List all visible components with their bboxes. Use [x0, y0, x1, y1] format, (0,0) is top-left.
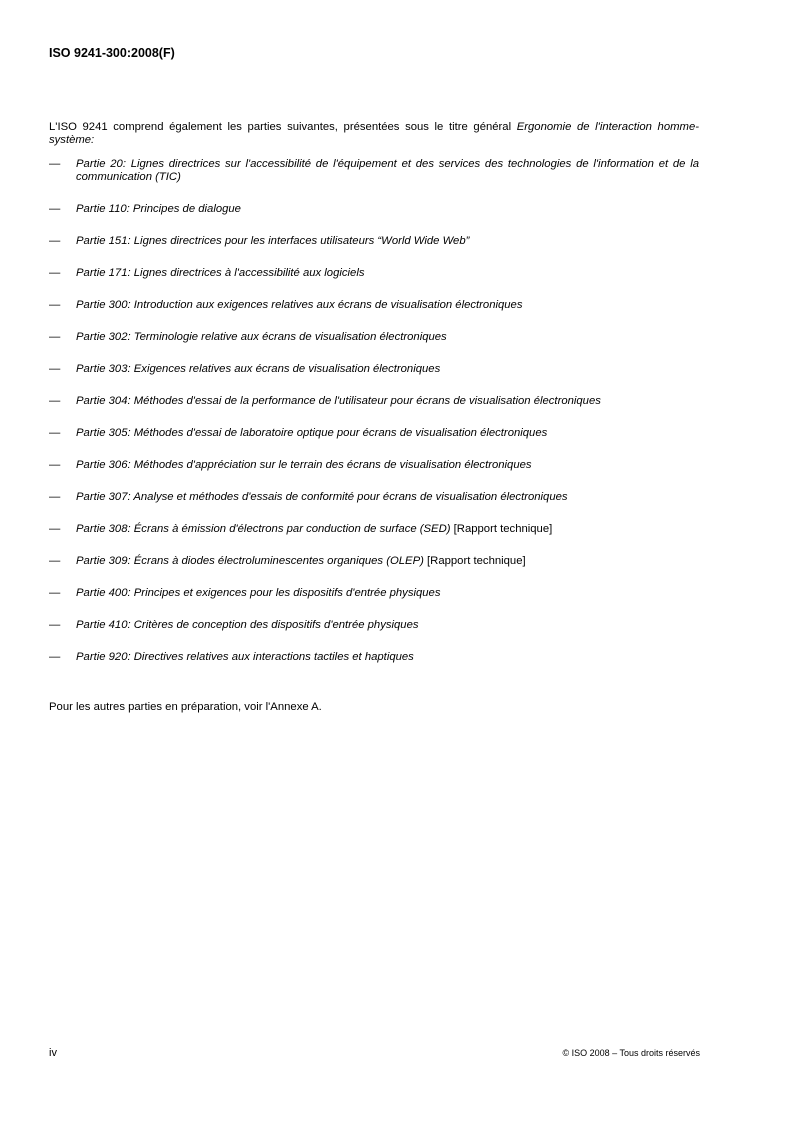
list-item — [49, 587, 699, 600]
part-type-note: [Rapport technique] — [450, 523, 553, 535]
document-id: ISO 9241-300:2008(F) — [49, 46, 175, 60]
list-item — [49, 427, 699, 440]
intro-paragraph — [49, 121, 699, 147]
list-item — [49, 555, 699, 568]
part-title: Partie 309: Écrans à diodes électroluminescentes organiques (OLEP) — [76, 555, 424, 567]
part-title: Partie 920: Directives relatives aux interactions tactiles et haptiques — [76, 651, 414, 663]
intro-text: L'ISO 9241 comprend également les parties suivantes, présentées sous le titre général — [49, 121, 517, 134]
copyright-notice: © ISO 2008 – Tous droits réservés — [562, 1048, 700, 1058]
part-title: Partie 302: Terminologie relative aux écrans de visualisation électroniques — [76, 331, 447, 343]
part-title: Partie 110: Principes de dialogue — [76, 203, 241, 215]
part-title: Partie 400: Principes et exigences pour les dispositifs d'entrée physiques — [76, 587, 441, 599]
list-dash: — — [49, 203, 61, 215]
list-dash: — — [49, 491, 61, 503]
list-item — [49, 363, 699, 376]
list-item — [49, 395, 699, 408]
part-title: Partie 300: Introduction aux exigences relatives aux écrans de visualisation électroniques — [76, 299, 523, 311]
list-item — [49, 203, 699, 216]
list-item — [49, 619, 699, 632]
intro-series-title: Ergonomie de l'interaction homme-système: — [49, 121, 699, 147]
part-title: Partie 307: Analyse et méthodes d'essais de conformité pour écrans de visualisation électroniques — [76, 491, 568, 503]
list-dash: — — [49, 427, 61, 439]
page-number: iv — [49, 1047, 57, 1059]
list-item — [49, 158, 699, 184]
list-dash: — — [49, 619, 61, 631]
part-title: Partie 151: Lignes directrices pour les interfaces utilisateurs “World Wide Web” — [76, 235, 470, 247]
part-title: Partie 308: Écrans à émission d'électrons par conduction de surface (SED) — [76, 523, 451, 535]
list-item — [49, 491, 699, 504]
list-dash: — — [49, 587, 61, 599]
part-title: Partie 304: Méthodes d'essai de la performance de l'utilisateur pour écrans de visualisation électroniques — [76, 395, 601, 407]
list-dash: — — [49, 651, 61, 663]
list-item — [49, 299, 699, 312]
part-title: Partie 171: Lignes directrices à l'accessibilité aux logiciels — [76, 267, 365, 279]
part-title: Partie 20: Lignes directrices sur l'accessibilité de l'équipement et des services des technologies de l'information et de la communication (TIC) — [76, 158, 699, 183]
list-dash: — — [49, 363, 61, 375]
part-title: Partie 306: Méthodes d'appréciation sur le terrain des écrans de visualisation électroniques — [76, 459, 532, 471]
parts-list — [49, 158, 699, 683]
list-item — [49, 331, 699, 344]
list-dash: — — [49, 267, 61, 279]
part-title: Partie 410: Critères de conception des dispositifs d'entrée physiques — [76, 619, 419, 631]
list-item — [49, 459, 699, 472]
part-title: Partie 305: Méthodes d'essai de laboratoire optique pour écrans de visualisation électroniques — [76, 427, 548, 439]
list-dash: — — [49, 331, 61, 343]
list-dash: — — [49, 395, 61, 407]
list-item — [49, 267, 699, 280]
list-dash: — — [49, 523, 61, 535]
part-title: Partie 303: Exigences relatives aux écrans de visualisation électroniques — [76, 363, 441, 375]
list-dash: — — [49, 235, 61, 247]
part-type-note: [Rapport technique] — [423, 555, 526, 567]
list-dash: — — [49, 158, 61, 170]
list-dash: — — [49, 299, 61, 311]
list-dash: — — [49, 555, 61, 567]
list-item — [49, 235, 699, 248]
closing-note: Pour les autres parties en préparation, voir l'Annexe A. — [49, 701, 322, 714]
list-item — [49, 651, 699, 664]
list-dash: — — [49, 459, 61, 471]
list-item — [49, 523, 699, 536]
